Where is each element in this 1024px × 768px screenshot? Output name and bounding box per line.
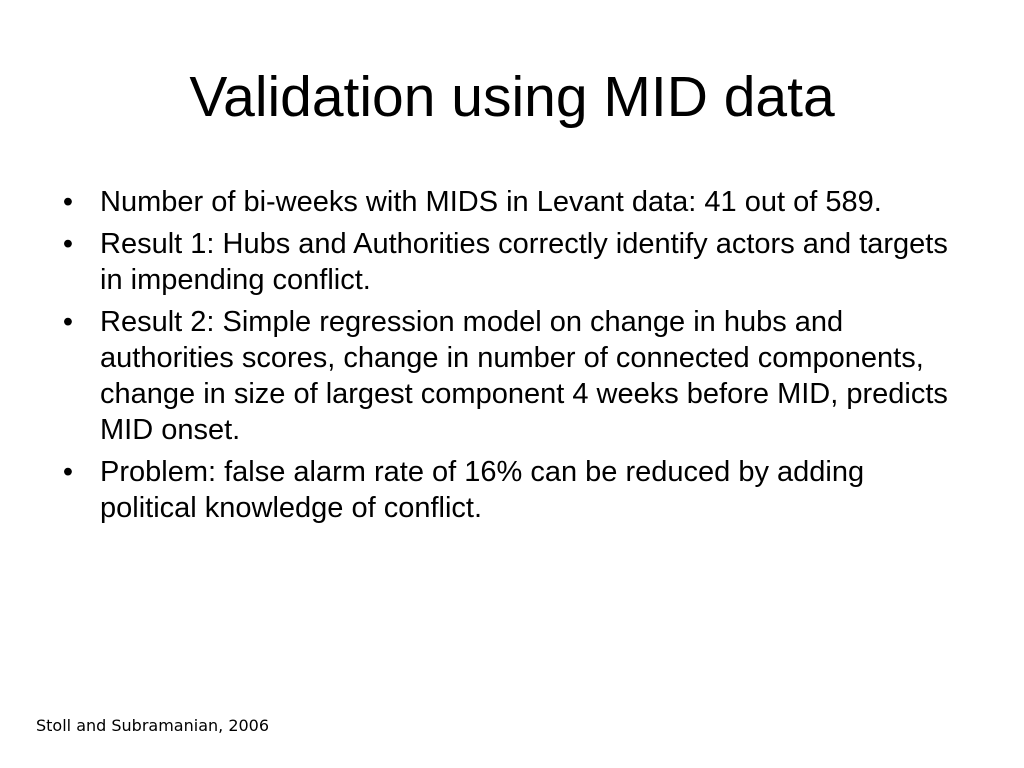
citation: Stoll and Subramanian, 2006 (36, 716, 270, 735)
slide-title: Validation using MID data (189, 65, 835, 129)
bullet-text: Result 1: Hubs and Authorities correctly identify actors and targets in impending conflict. (100, 228, 948, 296)
bullet-item (58, 226, 958, 298)
bullet-text: Number of bi-weeks with MIDS in Levant data: 41 out of 589. (100, 186, 882, 218)
bullet-text: Problem: false alarm rate of 16% can be reduced by adding political knowledge of conflict. (100, 456, 865, 524)
bullet-dot-icon: • (62, 306, 74, 338)
bullet-item (58, 184, 958, 220)
bullet-dot-icon: • (62, 456, 74, 488)
bullet-item (58, 454, 958, 526)
bullet-item (58, 304, 958, 448)
bullet-dot-icon: • (62, 228, 74, 260)
bullet-text: Result 2: Simple regression model on change in hubs and authorities scores, change in number of connected components, change in size of largest component 4 weeks before MID, predicts MID onset. (100, 306, 948, 446)
bullet-dot-icon: • (62, 186, 74, 218)
bullet-list (58, 184, 958, 532)
